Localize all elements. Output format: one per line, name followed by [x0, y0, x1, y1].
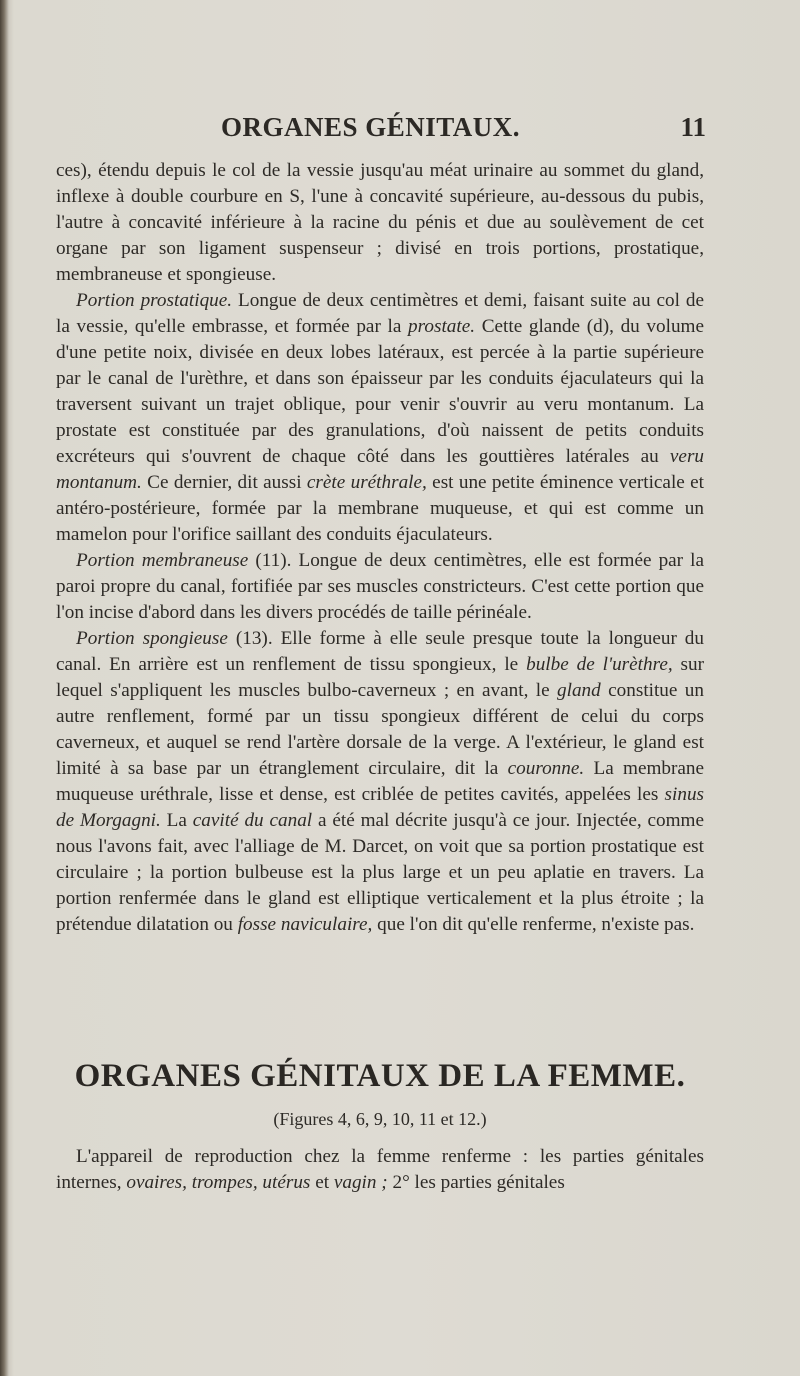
text-run: 2° les parties génitales	[387, 1172, 565, 1193]
text-run: La	[160, 810, 193, 831]
paragraph	[56, 158, 704, 288]
page-number: 11	[680, 112, 706, 142]
italic-term: cavité du canal	[192, 810, 313, 831]
figures-reference: (Figures 4, 6, 9, 10, 11 et 12.)	[273, 1109, 487, 1129]
text-run: et	[310, 1172, 334, 1193]
italic-term: crète uréthrale,	[306, 472, 427, 493]
text-run: sur lequel s'appliquent les muscles bulbo-caverneux ; en avant, le	[56, 654, 705, 701]
paragraph	[56, 1144, 704, 1196]
text-run: ces), étendu depuis le col de la vessie jusqu'au méat urinaire au sommet du gland, inflexe à double courbure en S, l'une à concavité supérieure, au-dessous du pubis, l'autre à concavité inférieure à la racine du pénis et due au soulèvement de cet organe par son ligament suspenseur ; divisé en trois portions, prostatique, membraneuse et spongieuse.	[56, 160, 704, 285]
italic-term: prostate.	[408, 316, 476, 337]
italic-term: sinus de Morgagni.	[56, 784, 704, 831]
running-title: ORGANES GÉNITAUX.	[221, 112, 521, 142]
text-run: (13). Elle forme à elle seule presque toute la longueur du canal. En arrière est un renflement de tissu spongieux, le	[56, 628, 704, 675]
italic-term: ovaires, trompes, utérus	[126, 1172, 311, 1193]
italic-term: veru montanum.	[56, 446, 704, 493]
paragraph	[56, 626, 704, 938]
text-run: La membrane muqueuse uréthrale, lisse et dense, est criblée de petites cavités, appelées les	[56, 758, 704, 805]
italic-term: gland	[557, 680, 601, 701]
text-run: Ce dernier, dit aussi	[141, 472, 307, 493]
italic-term: bulbe de l'urèthre,	[526, 654, 673, 675]
italic-term: fosse naviculaire,	[237, 914, 373, 935]
italic-term: Portion membraneuse	[76, 550, 249, 571]
italic-term: couronne.	[507, 758, 585, 779]
text-run: que l'on dit qu'elle renferme, n'existe pas.	[372, 914, 695, 935]
text-run: Longue de deux centimètres et demi, faisant suite au col de la vessie, qu'elle embrasse, et formée par la	[56, 290, 704, 337]
italic-term: Portion spongieuse	[76, 628, 228, 649]
paragraph	[56, 288, 704, 548]
text-run: L'appareil de reproduction chez la femme renferme : les parties génitales internes,	[56, 1146, 704, 1193]
section-title: ORGANES GÉNITAUX DE LA FEMME.	[74, 1058, 686, 1094]
section-text-body	[56, 1144, 704, 1196]
italic-term: vagin ;	[333, 1172, 388, 1193]
text-run: a été mal décrite jusqu'à ce jour. Injectée, comme nous l'avons fait, avec l'alliage de M. Darcet, on voit que sa portion prostatique est circulaire ; la portion bulbeuse est la plus large et un peu aplatie en travers. La portion renfermée dans le gland est elliptique verticalement et la plus étroite ; la prétendue dilatation ou	[56, 810, 704, 935]
italic-term: Portion prostatique.	[76, 290, 233, 311]
text-run: (11). Longue de deux centimètres, elle est formée par la paroi propre du canal, fortifiée par ses muscles constricteurs. C'est cette portion que l'on incise d'abord dans les divers procédés de taille périnéale.	[56, 550, 704, 623]
main-text-body	[56, 158, 704, 938]
text-run: est une petite éminence verticale et antéro-postérieure, formée par la membrane muqueuse, et qui est comme un mamelon pour l'orifice saillant des conduits éjaculateurs.	[56, 472, 704, 545]
paragraph	[56, 548, 704, 626]
text-run: constitue un autre renflement, formé par un tissu spongieux différent de celui du corps caverneux, et auquel se rend l'artère dorsale de la verge. A l'extérieur, le gland est limité à sa base par un étranglement circulaire, dit la	[56, 680, 704, 779]
page-header	[56, 112, 706, 152]
text-run: Cette glande (d), du volume d'une petite noix, divisée en deux lobes latéraux, est percée à la partie supérieure par le canal de l'urèthre, et dans son épaisseur par les conduits éjaculateurs qui la traversent suivant un trajet oblique, pour venir s'ouvrir au veru montanum. La prostate est constituée par des granulations, d'où naissent de petits conduits excréteurs qui s'ouvrent de chaque côté dans les gouttières latérales au	[56, 316, 704, 467]
